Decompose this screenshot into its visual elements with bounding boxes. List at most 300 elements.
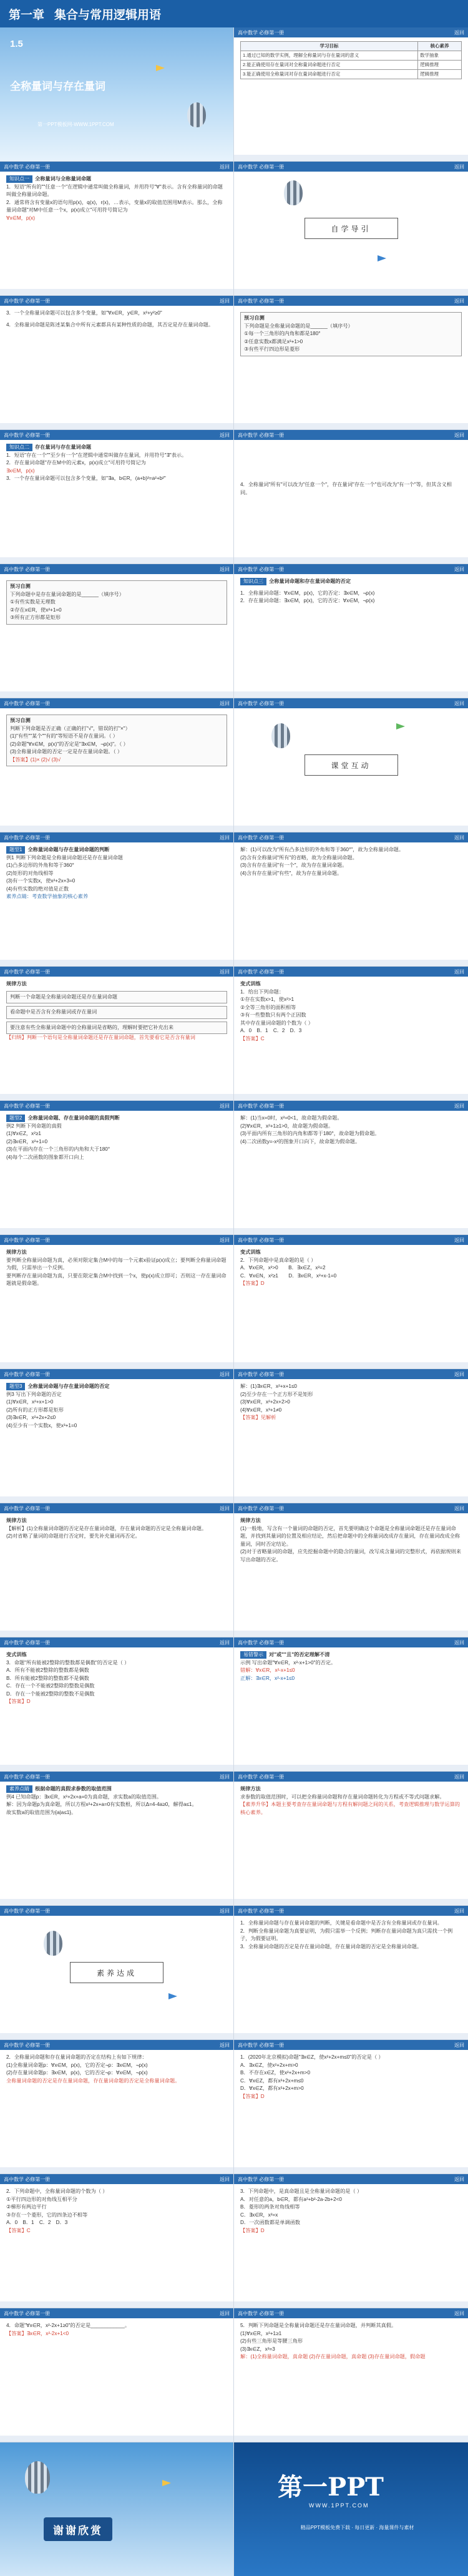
slide-footer — [0, 2167, 233, 2174]
answer: 【答案】D — [240, 2227, 265, 2233]
paragraph: (4)含有存在量词"有些"，故为存在量词命题。 — [240, 870, 343, 876]
slide-header: 高中数学 必修第一册 返回 — [0, 1369, 233, 1379]
answer: 【答案】D — [6, 1699, 31, 1704]
table-row: 3.能正确使用全称量词对存在量词命题进行否定 逻辑推理 — [241, 70, 462, 79]
paragraph: 【素养升华】本题主要考查存在量词命题与方程有解问题之间的关系，考查逻辑推理与数学运算的核心素养。 — [240, 1802, 461, 1815]
paper-plane-icon — [378, 255, 386, 261]
list-item: ①平行四边形的对角线互相平分 — [6, 2196, 77, 2202]
slide-header: 高中数学 必修第一册 返回 — [234, 967, 468, 977]
summary-slide[interactable] — [0, 2040, 234, 2174]
slide-footer — [0, 960, 233, 966]
list-item: ③有些平行四边形是菱形 — [244, 346, 300, 352]
paragraph: (3)∀x∈R，x²+2x+2>0 — [240, 1399, 290, 1405]
question: 2．下列命题中是真命题的是（ ） — [240, 1257, 316, 1263]
paragraph: 判断下列命题是否正确（正确的打"√"，错误的打"×"） — [10, 725, 130, 731]
slide-header: 高中数学 必修第一册 返回 — [234, 2174, 468, 2184]
knowledge-slide-1[interactable] — [0, 162, 234, 295]
question: 1．给出下列命题： — [240, 988, 285, 995]
slide-footer — [0, 1899, 233, 1905]
slide-footer — [234, 557, 468, 564]
slide-header: 高中数学 必修第一册 返回 — [0, 430, 233, 440]
type-tag: 素养点睛 — [6, 1785, 32, 1793]
list-item: ③所有正方形都是矩形 — [10, 615, 61, 620]
list-item: (1)凸多边形的外角和等于360° — [6, 862, 74, 868]
section-label-box: 素养达成 — [70, 1962, 163, 1983]
slide-footer — [234, 1496, 468, 1503]
chapter-title: 集合与常用逻辑用语 — [54, 8, 162, 22]
choice: D．∀x∈Z，都有x²+2x+m>0 — [240, 2086, 304, 2091]
goals-slide[interactable] — [234, 27, 468, 161]
question: 例3 写出下列命题的否定 — [6, 1391, 62, 1397]
content-slide[interactable] — [0, 296, 234, 429]
exercise-slide[interactable]: 高中数学 必修第一册 返回 变式训练 1．给出下列命题： ①存在实数x>1，使x²>1 ②全等三角形的面积相等 ③有一些整数只有两个正因数 其中存在量词命题的个数为（ ） A．0 B．1 C．2 D．3 【答案】C — [234, 967, 468, 1100]
slide-footer — [234, 2033, 468, 2039]
slide-footer — [0, 1765, 233, 1771]
brand-logo: 第一PPT — [278, 2472, 384, 2502]
knowledge-title: 全称量词与全称量词命题 — [35, 176, 92, 182]
slide-footer — [234, 1362, 468, 1368]
paragraph: 1．全称量词命题：∀x∈M，p(x)，它的否定：∃x∈M，¬p(x) — [240, 590, 375, 596]
paragraph: 1．短语"所有的""任意一个"在逻辑中通常叫做全称量词，并用符号"∀"表示。含有全称量词的命题叫做全称量词命题。 — [6, 183, 223, 197]
slide-footer — [0, 2436, 233, 2442]
slide-header: 高中数学 必修第一册 返回 — [234, 698, 468, 708]
slide-footer — [0, 557, 233, 564]
slide-header: 高中数学 必修第一册 返回 — [234, 832, 468, 842]
formula: ∃x∈M，p(x) — [6, 467, 35, 474]
slide-header: 高中数学 必修第一册 返回 — [234, 430, 468, 440]
slide-footer — [234, 2301, 468, 2308]
site-footer: 第一PPT模板网-WWW.1PPT.COM — [37, 122, 114, 127]
method-title: 规律方法 — [6, 1249, 27, 1255]
list-item: (4)有些实数的绝对值是正数 — [6, 886, 69, 892]
thanks-slide[interactable] — [0, 2442, 234, 2576]
slide-footer — [234, 826, 468, 832]
slide-footer — [234, 1631, 468, 1637]
quiz-slide[interactable] — [234, 2308, 468, 2442]
brand-slide[interactable] — [234, 2442, 468, 2576]
paragraph: 3．一个存在量词命题可以包含多个变量，如"∃a，b∈R，(a+b)²=a²+b²" — [6, 476, 166, 481]
literacy-slide[interactable] — [0, 1906, 234, 2039]
slide-header: 高中数学 必修第一册 返回 — [234, 162, 468, 172]
solution-slide[interactable] — [234, 1101, 468, 1234]
slide-footer — [234, 1094, 468, 1100]
slide-header: 高中数学 必修第一册 返回 — [234, 1101, 468, 1111]
knowledge-slide-3[interactable] — [234, 564, 468, 698]
paragraph: (2)对省略了量词的命题进行否定时，要先补充量词再否定。 — [6, 1533, 140, 1539]
paragraph: 下列命题中是存在量词命题的是______（填序号） — [10, 591, 124, 597]
paragraph: 全称量词命题的否定是存在量词命题，存在量词命题的否定是全称量词命题。 — [6, 2077, 180, 2084]
warning-slide[interactable] — [234, 1637, 468, 1771]
list-item: (3)∃x∈Z，x²=3 — [240, 2346, 275, 2352]
choice: C．∃x∈R，x²=x — [240, 2212, 278, 2218]
list-item: (2)命题"∀x∈M，p(x)"的否定是"∃x∈M，¬p(x)"。（ ） — [10, 741, 129, 747]
slide-header: 高中数学 必修第一册 返回 — [0, 2040, 233, 2050]
question: 3．下列命题中，是真命题且是全称量词命题的是（ ） — [240, 2188, 363, 2194]
slide-header: 高中数学 必修第一册 返回 — [234, 1772, 468, 1782]
section-label-box: 课堂互动 — [305, 754, 398, 776]
method-slide[interactable] — [0, 1503, 234, 1637]
paragraph: 【归纳】判断一个语句是全称量词命题还是存在量词命题，首先要看它是否含有量词 — [6, 1035, 195, 1040]
slide-row — [0, 296, 468, 430]
paragraph: 错解：∀x∈R，x²-x+1≤0 — [240, 1667, 295, 1673]
goals-head-skill: 核心素养 — [418, 42, 462, 51]
list-item: (2)∃x∈R，x²+1=0 — [6, 1138, 47, 1144]
slide-footer — [234, 155, 468, 161]
slide-row — [0, 1772, 468, 1906]
slide-footer — [0, 691, 233, 698]
knowledge-title: 存在量词与存在量词命题 — [35, 444, 92, 450]
answer: 【答案】D — [240, 2093, 265, 2099]
goals-table — [240, 41, 462, 79]
slide-header: 高中数学 必修第一册 返回 — [234, 564, 468, 574]
type-tag: 题型3 — [6, 1383, 25, 1390]
knowledge-tag: 知识点二 — [6, 444, 32, 451]
question: 例4 已知命题p：∃x∈R，x²+2x+a=0为真命题，求实数a的取值范围。 — [6, 1793, 162, 1800]
knowledge-tag: 知识点一 — [6, 175, 32, 183]
type-tag: 题型2 — [6, 1115, 25, 1122]
list-item: ②任意实数x都满足x²+1>0 — [244, 338, 303, 344]
list-item: (3)全称量词命题的否定一定是存在量词命题。（ ） — [10, 749, 123, 754]
question: 例1 判断下列命题是全称量词命题还是存在量词命题 — [6, 854, 123, 861]
paragraph: (1)全称量词命题p：∀x∈M，p(x)，它的否定¬p：∃x∈M，¬p(x) — [6, 2062, 148, 2068]
goals-table-wrap — [240, 41, 462, 152]
slide-footer — [234, 289, 468, 295]
list-item: (4)至少有一个实数x，使x³+1=0 — [6, 1422, 77, 1428]
slide-header: 高中数学 必修第一册 返回 — [0, 1503, 233, 1513]
flow-box: 判断一个命题是全称量词命题还是存在量词命题 — [6, 991, 227, 1004]
method-slide[interactable] — [234, 1503, 468, 1637]
flow-box: 要注意有些全称量词命题中的全称量词是省略的，理解时要把它补充出来 — [6, 1022, 227, 1035]
list-item: ②梯形有两边平行 — [6, 2204, 47, 2210]
type-tag: 易错警示 — [240, 1651, 266, 1659]
slide-row — [0, 430, 468, 564]
list-item: (2)矩形的对角线相等 — [6, 870, 54, 876]
paragraph: 求参数的取值范围时，可以把全称量词命题和存在量词命题转化为方程或不等式问题求解。 — [240, 1793, 445, 1800]
top-bar — [0, 0, 468, 27]
slide-header: 高中数学 必修第一册 返回 — [0, 698, 233, 708]
slide-row — [0, 1503, 468, 1637]
paragraph: 3．全称量词命题的否定是存在量词命题，存在量词命题的否定是全称量词命题。 — [240, 1943, 422, 1949]
slide-header: 高中数学 必修第一册 返回 — [234, 1906, 468, 1916]
callout-box — [6, 580, 227, 625]
callout-box — [6, 715, 227, 766]
list-item: (1)"有些""某个""有的"等短语不是存在量词。（ ） — [10, 733, 118, 739]
balloon-icon — [25, 2461, 50, 2494]
slide-footer — [234, 691, 468, 698]
paragraph: 【解析】(1)全称量词命题的否定是存在量词命题，存在量词命题的否定是全称量词命题。 — [6, 1525, 207, 1531]
slide-footer — [0, 1094, 233, 1100]
list-item: (3)∃x∈R，x²+2x+2≤0 — [6, 1415, 56, 1420]
example-slide-2[interactable] — [0, 1101, 234, 1234]
slide-row — [0, 162, 468, 296]
type-title: 全称量词命题与存在量词命题的否定 — [27, 1383, 110, 1389]
quiz-slide[interactable] — [234, 2040, 468, 2174]
type-title: 全称量词命题与存在量词命题的判断 — [27, 847, 110, 852]
paper-plane-icon — [162, 2480, 171, 2486]
slide-header: 高中数学 必修第一册 返回 — [234, 2040, 468, 2050]
slide-footer — [234, 2167, 468, 2174]
paragraph: 解：(1)当x=0时，x²=0<1，故命题为假命题。 — [240, 1115, 343, 1121]
list-item: (3)在平面内存在一个三角形的内角和大于180° — [6, 1146, 110, 1152]
paragraph: (3)平面内所有三角形的内角和都等于180°，故命题为假命题。 — [240, 1131, 380, 1136]
solution-slide[interactable] — [234, 1369, 468, 1503]
callout-title: 预习自测 — [10, 718, 31, 723]
slide-header: 高中数学 必修第一册 返回 — [234, 2308, 468, 2318]
preview-test-slide[interactable] — [0, 698, 234, 832]
example-slide-1[interactable] — [0, 832, 234, 966]
paragraph: 2．判断全称量词命题为真要证明，为假只需举一个反例；判断存在量词命题为真只需找一个例子，为假要证明。 — [240, 1928, 453, 1941]
list-item: (4)每个二次函数的图象都开口向上 — [6, 1154, 84, 1160]
slide-header: 高中数学 必修第一册 返回 — [234, 1235, 468, 1245]
slide-row — [0, 2308, 468, 2442]
slide-footer — [0, 2033, 233, 2039]
list-item: ③有一些整数只有两个正因数 — [240, 1012, 306, 1018]
flow-box: 看命题中是否含有全称量词或存在量词 — [6, 1006, 227, 1019]
list-item: (1)∀x∈Z，x²≥1 — [6, 1131, 41, 1136]
slide-header: 高中数学 必修第一册 返回 — [0, 296, 233, 306]
answer: 【答案】C — [6, 2227, 31, 2233]
paragraph: 4．全称量词命题是陈述某集合中所有元素都具有某种性质的命题，其否定是存在量词命题。 — [6, 321, 214, 328]
paragraph: 解：因为命题p为真命题，所以方程x²+2x+a=0有实数根，所以Δ=4-4a≥0，解得a≤1。 — [6, 1802, 197, 1807]
slide-header: 高中数学 必修第一册 返回 — [234, 1637, 468, 1647]
balloon-icon — [44, 1931, 62, 1956]
slide-footer — [234, 1228, 468, 1234]
answer: 解：(1)全称量词命题，真命题 (2)存在量词命题，真命题 (3)存在量词命题，假命题 — [240, 2354, 426, 2359]
table-row: 2.能正确使用存在量词对全称量词命题进行否定 逻辑推理 — [241, 61, 462, 70]
exercise-title: 变式训练 — [6, 1652, 27, 1657]
balloon-icon — [271, 723, 290, 748]
slide-row — [0, 2040, 468, 2174]
quiz-slide[interactable] — [0, 2308, 234, 2442]
quiz-slide[interactable]: 高中数学 必修第一册 返回 2．下列命题中，全称量词命题的个数为（ ） ①平行四边形的对角线互相平分 ②梯形有两边平行 ③存在一个菱形，它的四条边不相等 A．0 B．1 C．2 D．3 【答案】C — [0, 2174, 234, 2308]
question: 例2 判断下列命题的真假 — [6, 1123, 62, 1129]
knowledge-tag: 知识点三 — [240, 578, 266, 585]
list-item: (2)所有的正方形都是矩形 — [6, 1407, 64, 1413]
slide-footer — [0, 1228, 233, 1234]
paper-plane-icon — [396, 723, 405, 729]
list-item: (1)∀x∈R，x²+1≥1 — [240, 2330, 282, 2336]
slide-row — [0, 967, 468, 1101]
question: 5．判断下列命题是全称量词命题还是存在量词命题，并判断其真假。 — [240, 2323, 397, 2328]
paragraph: 下列命题是全称量词命题的是______（填序号） — [244, 323, 353, 329]
question: 其中存在量词命题的个数为（ ） — [240, 1020, 313, 1026]
paragraph: 要判断全称量词命题为真，必须对限定集合M中的每一个元素x验证p(x)成立；要判断全称量词命题为假，只需举出一个反例。 — [6, 1257, 227, 1271]
slide-row — [0, 1637, 468, 1772]
section-title: 全称量词与存在量词 — [10, 80, 105, 92]
quiz-slide[interactable] — [234, 2174, 468, 2308]
chapter-label: 第一章 — [9, 8, 45, 22]
paper-plane-icon — [156, 65, 165, 71]
example-slide-3[interactable] — [0, 1369, 234, 1503]
brand-url[interactable]: WWW.1PPT.COM — [309, 2502, 369, 2509]
slide-row — [0, 1906, 468, 2040]
type-title: 对"或""且"的否定理解不清 — [269, 1652, 330, 1657]
paragraph: (4)二次函数y=-x²的图象开口向下，故命题为假命题。 — [240, 1138, 361, 1144]
method-title: 规律方法 — [240, 1518, 261, 1523]
list-item: ③存在一个菱形，它的四条边不相等 — [6, 2212, 88, 2218]
callout-title: 预习自测 — [244, 315, 265, 321]
choice: A．所有不能被2整除的整数都是偶数 — [6, 1667, 89, 1673]
section-label-box: 自学导引 — [305, 218, 398, 239]
section-number: 1.5 — [10, 39, 23, 49]
slide-header: 高中数学 必修第一册 返回 — [0, 162, 233, 172]
paragraph: (4)∀x∈R，x³+1≠0 — [240, 1407, 282, 1413]
exercise-slide[interactable]: 高中数学 必修第一册 返回 变式训练 2．下列命题中是真命题的是（ ） A．∀x∈R，x²>0 B．∃x∈Z，x²=2 C．∀x∈N，x²≥1 D．∃x∈R，x²+x-1=0 【答案】D — [234, 1235, 468, 1368]
title-slide[interactable] — [0, 27, 234, 161]
self-study-slide[interactable] — [234, 162, 468, 295]
choice: A．∃x∈Z，使x²+2x+m>0 — [240, 2062, 298, 2068]
paragraph: 1．短语"存在一个""至少有一个"在逻辑中通常叫做存在量词，并用符号"∃"表示。 — [6, 452, 187, 458]
method-title: 规律方法 — [6, 1518, 27, 1523]
formula: ∀x∈M，p(x) — [6, 215, 35, 221]
slide-row — [0, 564, 468, 698]
slide-header: 高中数学 必修第一册 返回 — [234, 1503, 468, 1513]
thanks-text: 谢谢欣赏 — [44, 2517, 112, 2541]
answer: 【答案】见解析 — [240, 1415, 276, 1420]
example-slide-4[interactable] — [0, 1772, 234, 1905]
paragraph: (2)∀x∈R，x²+1≥1>0，故命题为假命题。 — [240, 1123, 334, 1129]
exercise-title: 变式训练 — [240, 1249, 261, 1255]
slide-row — [0, 2174, 468, 2308]
choice: B．菱形的两条对角线相等 — [240, 2204, 300, 2210]
paragraph: (2)存在量词命题p：∃x∈M，p(x)，它的否定¬p：∀x∈M，¬p(x) — [6, 2070, 148, 2076]
content-slide[interactable] — [234, 430, 468, 564]
answer: 【答案】∃x∈R，x²-2x+1<0 — [6, 2330, 69, 2336]
slide-header: 高中数学 必修第一册 返回 — [0, 2308, 233, 2318]
choice: A．对任意的a，b∈R，都有a²+b²-2a-2b+2<0 — [240, 2196, 342, 2202]
question: 4．命题"∀x∈R，x²-2x+1≥0"的否定是____________。 — [6, 2323, 130, 2328]
paragraph: 2．存在量词命题"存在M中的元素x，p(x)成立"可用符号简记为 — [6, 460, 146, 466]
slide-footer — [0, 423, 233, 429]
slide-footer — [0, 826, 233, 832]
paragraph: 4．全称量词"所有"可以改为"任意一个"，存在量词"存在一个"也可改为"有一个"等，但其含义相同。 — [240, 482, 452, 495]
balloon-icon — [187, 102, 206, 127]
answer: 【答案】C — [240, 1035, 265, 1042]
brand-background — [234, 2442, 468, 2576]
solution-slide[interactable] — [234, 832, 468, 966]
slide-header: 高中数学 必修第一册 返回 — [0, 1101, 233, 1111]
thanks-background — [0, 2442, 233, 2576]
method-title: 规律方法 — [240, 1786, 261, 1792]
type-tag: 题型1 — [6, 846, 25, 854]
slide-grid — [0, 27, 468, 2576]
type-title: 根据命题的真假求参数的取值范围 — [35, 1786, 112, 1792]
choice: B．不存在x∈Z，使x²+2x+m>0 — [240, 2070, 310, 2076]
choice: D．一次函数都是单调函数 — [240, 2220, 300, 2225]
slide-header: 高中数学 必修第一册 返回 — [0, 2174, 233, 2184]
list-item: ②全等三角形的面积相等 — [240, 1004, 296, 1010]
slide-header: 高中数学 必修第一册 返回 — [234, 296, 468, 306]
paragraph: 素养点睛：考查数学抽象的核心素养 — [6, 894, 89, 899]
slide-row — [0, 27, 468, 162]
preview-test-slide[interactable] — [234, 296, 468, 429]
choice: C．∀x∈Z，都有x²+2x+m≤0 — [240, 2077, 304, 2084]
knowledge-slide-2[interactable] — [0, 430, 234, 564]
method-title: 规律方法 — [6, 981, 27, 987]
paragraph: (2)至少存在一个正方形不是矩形 — [240, 1391, 313, 1397]
slide-footer — [0, 1631, 233, 1637]
paragraph: 2．存在量词命题：∃x∈M，p(x)，它的否定：∀x∈M，¬p(x) — [240, 598, 375, 603]
class-interaction-slide[interactable] — [234, 698, 468, 832]
paragraph: 故实数a的取值范围为{a|a≤1}。 — [6, 1809, 77, 1815]
list-item: (1)∀x∈R，x²+x+1>0 — [6, 1399, 54, 1405]
knowledge-title: 全称量词命题和存在量词命题的否定 — [269, 578, 351, 584]
question: 3．命题"所有能被2整除的整数都是偶数"的否定是（ ） — [6, 1659, 130, 1666]
paragraph: 解：(1)∃x∈R，x²+x+1≤0 — [240, 1383, 297, 1389]
callout-title: 预习自测 — [10, 583, 31, 589]
slide-footer — [234, 1765, 468, 1771]
slide-header: 高中数学 必修第一册 返回 — [0, 832, 233, 842]
paragraph: 2．通常将含有变量x的语句用p(x)，q(x)，r(x)，…表示，变量x的取值范围用M表示。那么，全称量词命题"对M中任意一个x，p(x)成立"可用符号简记为 — [6, 199, 223, 213]
question: 1．(2020年北京模拟)命题"∃x∈Z，使x²+2x+m≤0"的否定是（ ） — [240, 2054, 384, 2060]
method-slide[interactable] — [0, 967, 234, 1100]
slide-header: 高中数学 必修第一册 返回 — [0, 564, 233, 574]
list-item: (2)有些三角形是等腰三角形 — [240, 2338, 303, 2344]
slide-header: 高中数学 必修第一册 返回 — [234, 27, 468, 37]
slide-footer — [0, 1496, 233, 1503]
paragraph: 1．全称量词命题与存在量词命题的判断，关键是看命题中是否含有全称量词或存在量词。 — [240, 1920, 442, 1926]
method-slide[interactable] — [234, 1772, 468, 1905]
list-item: ①每一个三角形的内角和都是180° — [244, 331, 321, 336]
slide-row — [0, 832, 468, 967]
answer: 【答案】(1)× (2)√ (3)√ — [10, 756, 61, 763]
summary-slide[interactable] — [234, 1906, 468, 2039]
slide-footer — [234, 960, 468, 966]
slide-header: 高中数学 必修第一册 返回 — [0, 1772, 233, 1782]
slide-row — [0, 1101, 468, 1235]
slide-footer — [0, 289, 233, 295]
paragraph: 正解：∃x∈R，x²-x+1≤0 — [240, 1675, 295, 1681]
paragraph: 3．一个全称量词命题可以包含多个变量，如"∀x∈R，y∈R，x²+y²≥0" — [6, 310, 162, 316]
table-row: 1.通过已知的数学实例，理解全称量词与存在量词的意义 数学抽象 — [241, 51, 462, 61]
slide-header: 高中数学 必修第一册 返回 — [234, 1369, 468, 1379]
exercise-title: 变式训练 — [240, 981, 261, 987]
paragraph: (1)一般地，写含有一个量词的命题的否定，首先要明确这个命题是全称量词命题还是存在量词命题，并找到其量词的位置及相应结论，然后把命题中的全称量词改成存在量词，存在量词改成全称量词，同时否定结论。 — [240, 1525, 461, 1547]
slide-header: 高中数学 必修第一册 返回 — [0, 1906, 233, 1916]
slide-row — [0, 1235, 468, 1369]
paragraph: 解：(1)可以改为"所有凸多边形的外角和等于360°"，故为全称量词命题。 — [240, 847, 404, 852]
choice: C．存在一个不能被2整除的整数是偶数 — [6, 1683, 95, 1689]
slide-footer — [234, 423, 468, 429]
slide-footer — [234, 2436, 468, 2442]
answer: 【答案】D — [240, 1281, 265, 1286]
slide-header: 高中数学 必修第一册 返回 — [0, 1637, 233, 1647]
preview-test-slide[interactable] — [0, 564, 234, 698]
exercise-slide[interactable] — [0, 1637, 234, 1771]
type-title: 全称量词命题、存在量词命题的真假判断 — [27, 1115, 120, 1121]
slide-row — [0, 2442, 468, 2576]
slide-footer — [0, 1362, 233, 1368]
paragraph: 示例 写出命题"∀x∈R，x²-x+1>0"的否定。 — [240, 1659, 336, 1666]
question: 2．下列命题中，全称量词命题的个数为（ ） — [6, 2188, 108, 2194]
list-item: (3)有一个实数x，使x²+2x+3=0 — [6, 878, 76, 884]
paper-plane-icon — [168, 1993, 177, 1999]
brand-description: 精品PPT模板免费下载 · 每日更新 · 海量课件与素材 — [300, 2525, 414, 2530]
list-item: ①存在实数x>1，使x²>1 — [240, 997, 295, 1002]
paragraph: 要判断存在量词命题为真，只要在限定集合M中找到一个x，使p(x)成立即可；否则这一存在量词命题就是假命题。 — [6, 1272, 227, 1286]
slide-header: 高中数学 必修第一册 返回 — [0, 967, 233, 977]
method-slide[interactable] — [0, 1235, 234, 1368]
paragraph: (2)对于省略量词的命题，应先挖掘命题中的隐含的量词，改写成含量词的完整形式，再依据规则来写出命题的否定。 — [240, 1549, 461, 1563]
slide-row — [0, 1369, 468, 1503]
slide-row — [0, 698, 468, 832]
list-item: ①有些实数是无理数 — [10, 599, 56, 605]
callout-box — [240, 312, 462, 356]
choice: B．所有能被2整除的整数都不是偶数 — [6, 1675, 89, 1681]
paragraph: 2．全称量词命题和存在量词命题的否定在结构上有如下规律： — [6, 2054, 147, 2060]
slide-footer — [0, 2301, 233, 2308]
list-item: ②存在x∈R，使x²+1=0 — [10, 607, 62, 613]
